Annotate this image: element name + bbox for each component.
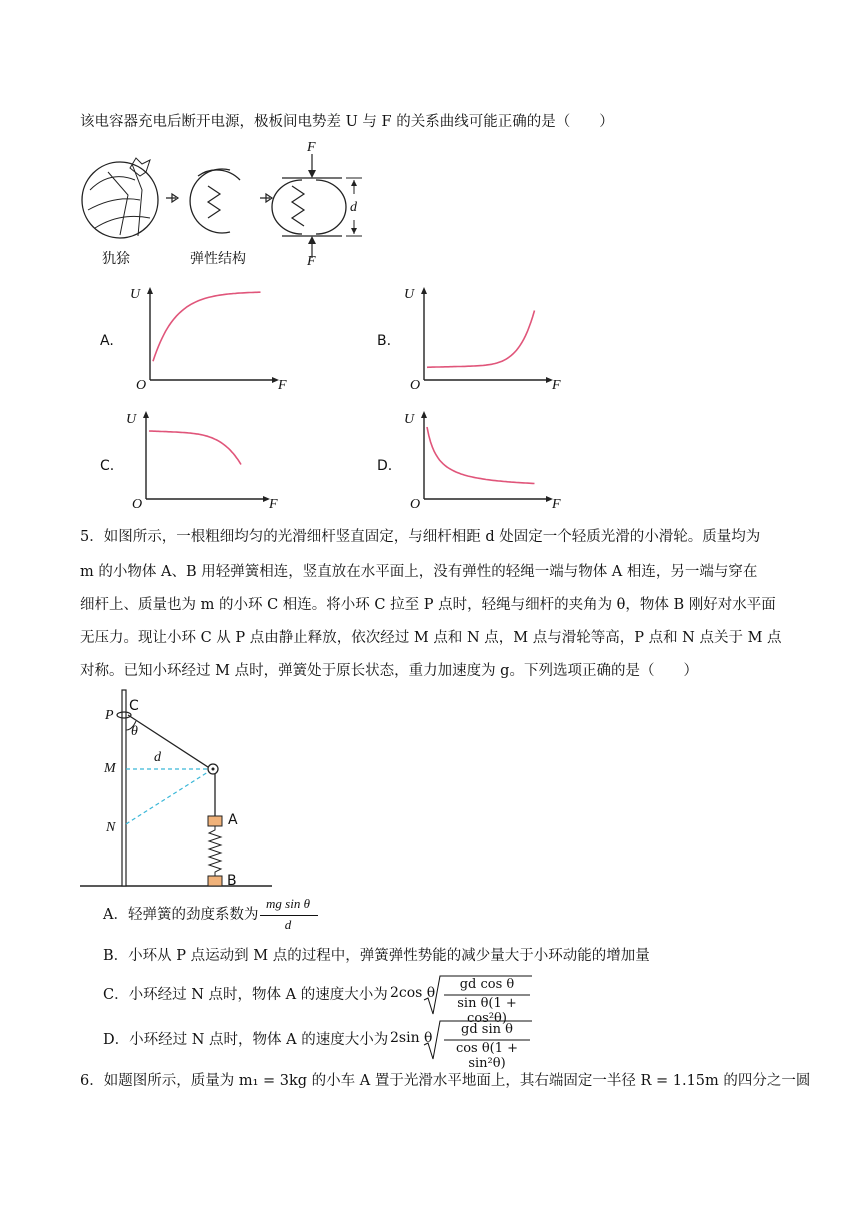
option-key-d: D. xyxy=(377,458,393,474)
dash-N xyxy=(126,772,208,824)
force-label-top: F xyxy=(307,140,316,155)
q6-line1: 6．如题图所示，质量为 m₁ = 3kg 的小车 A 置于光滑水平地面上，其右端固定一半径 R = 1.15m 的四分之一圆 xyxy=(80,1073,811,1089)
q5-line2: m 的小物体 A、B 用轻弹簧相连，竖直放在水平面上，没有弹性的轻绳一端与物体 A 相连，另一端与穿在 xyxy=(80,564,758,580)
axes xyxy=(424,414,549,499)
axis-arrowheads xyxy=(147,287,279,383)
axis-arrowheads xyxy=(421,287,553,383)
q5-option-d: D．小环经过 N 点时，物体 A 的速度大小为 xyxy=(103,1032,389,1048)
q5-option-c: C．小环经过 N 点时，物体 A 的速度大小为 xyxy=(103,987,388,1003)
q5-line4: 无压力。现让小环 C 从 P 点由静止释放，依次经过 M 点和 N 点，M 点与滑轮等高，P 点和 N 点关于 M 点 xyxy=(80,630,782,646)
curve-rising-saturating xyxy=(153,292,261,361)
armadillo-label: 犰狳 xyxy=(102,251,130,267)
label-A: A xyxy=(228,812,238,828)
option-key-c: C. xyxy=(100,458,115,474)
q4-stem: 该电容器充电后断开电源，极板间电势差 U 与 F 的关系曲线可能正确的是（ ） xyxy=(80,114,614,130)
axes xyxy=(150,290,275,380)
q5-option-c-coefficient: 2cos θ xyxy=(390,985,436,1001)
elastic-structure-label: 弹性结构 xyxy=(190,251,246,267)
q5-line5: 对称。已知小环经过 M 点时，弹簧处于原长状态，重力加速度为 g。下列选项正确的是（ ） xyxy=(80,663,698,679)
x-axis-label: F xyxy=(552,378,561,393)
q5-line3: 细杆上、质量也为 m 的小环 C 相连。将小环 C 拉至 P 点时，轻绳与细杆的夹角为 θ，物体 B 刚好对水平面 xyxy=(80,597,776,613)
q5-option-d-denominator: cos θ(1 + sin²θ) xyxy=(455,1041,519,1071)
distance-label-d: d xyxy=(350,200,357,215)
q5-option-a-fraction-bar xyxy=(260,915,318,916)
curve-rising-steep xyxy=(427,311,535,368)
q5-option-c-numerator: gd cos θ xyxy=(459,977,515,992)
y-axis-label: U xyxy=(404,287,415,302)
option-key-b: B. xyxy=(377,333,392,349)
origin-label: O xyxy=(136,378,147,393)
label-d: d xyxy=(154,750,161,765)
q5-option-d-coefficient: 2sin θ xyxy=(390,1030,433,1046)
label-C: C xyxy=(129,698,139,714)
label-N: N xyxy=(106,820,116,835)
label-theta: θ xyxy=(131,724,138,739)
x-axis-label: F xyxy=(269,497,278,512)
axes xyxy=(146,414,266,499)
option-key-a: A. xyxy=(100,333,114,349)
q5-option-a: A．轻弹簧的劲度系数为 xyxy=(103,907,259,923)
q5-option-b: B．小环从 P 点运动到 M 点的过程中，弹簧弹性势能的减少量大于小环动能的增加量 xyxy=(103,948,650,964)
label-M: M xyxy=(104,761,116,776)
label-P: P xyxy=(105,708,114,723)
y-axis-label: U xyxy=(130,287,141,302)
curve-falling-steep xyxy=(149,431,241,465)
q5-line1: 5．如图所示，一根粗细均匀的光滑细杆竖直固定，与细杆相距 d 处固定一个轻质光滑的小滑轮。质量均为 xyxy=(80,529,761,545)
q5-option-a-numerator: mg sin θ xyxy=(266,896,310,911)
x-axis-label: F xyxy=(552,497,561,512)
q5-option-d-numerator: gd sin θ xyxy=(461,1022,513,1037)
y-axis-label: U xyxy=(404,412,415,427)
axis-arrowheads xyxy=(143,411,270,502)
label-B: B xyxy=(227,873,237,889)
axis-arrowheads xyxy=(421,411,553,502)
y-axis-label: U xyxy=(126,412,137,427)
force-label-bottom: F xyxy=(307,254,316,269)
x-axis-label: F xyxy=(278,378,287,393)
origin-label: O xyxy=(410,497,421,512)
origin-label: O xyxy=(132,497,143,512)
origin-label: O xyxy=(410,378,421,393)
q5-option-c-denominator: sin θ(1 + cos²θ) xyxy=(457,996,517,1026)
curve-decaying xyxy=(427,427,535,484)
q5-option-a-denominator: d xyxy=(284,917,292,932)
